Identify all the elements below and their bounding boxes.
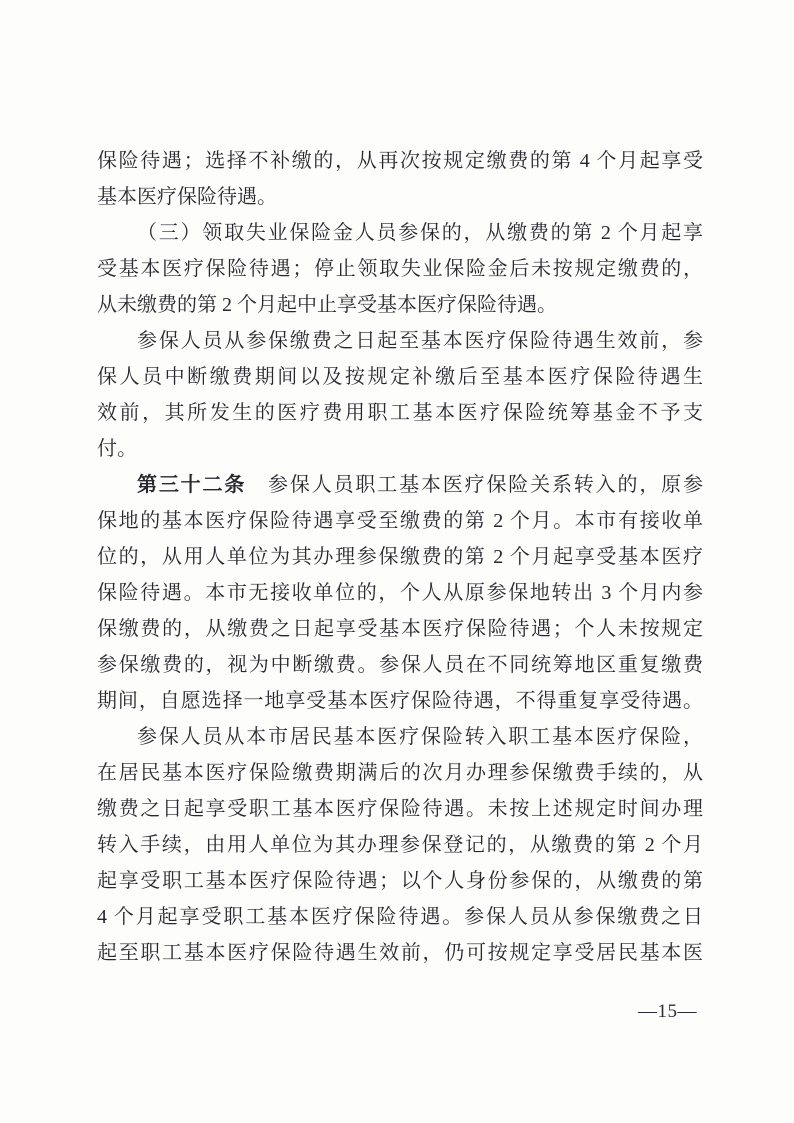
text-line: 转入手续，由用人单位为其办理参保登记的，从缴费的第 2 个月 [97, 834, 703, 856]
text-line: 参保缴费的，视为中断缴费。参保人员在不同统筹地区重复缴费 [97, 654, 703, 676]
text-line: 在居民基本医疗保险缴费期满后的次月办理参保缴费手续的，从 [97, 762, 703, 784]
text-line: 参保人员从本市居民基本医疗保险转入职工基本医疗保险， [137, 726, 703, 748]
text-line: 保险待遇。本市无接收单位的，个人从原参保地转出 3 个月内参 [97, 582, 703, 604]
text-line: 付。 [97, 438, 137, 460]
text-line: 保人员中断缴费期间以及按规定补缴后至基本医疗保险待遇生 [97, 366, 703, 388]
paragraph-article-32 [97, 467, 703, 719]
text-line: 起至职工基本医疗保险待遇生效前，仍可按规定享受居民基本医 [97, 942, 703, 964]
text-line: 基本医疗保险待遇。 [97, 186, 277, 208]
text-line: 期间，自愿选择一地享受基本医疗保险待遇，不得重复享受待遇。 [97, 690, 703, 712]
text-line [97, 467, 703, 503]
text-line: 保险待遇；选择不补缴的，从再次按规定缴费的第 4 个月起享受 [97, 150, 703, 172]
text-line: 缴费之日起享受职工基本医疗保险待遇。未按上述规定时间办理 [97, 798, 703, 820]
text-line: 效前，其所发生的医疗费用职工基本医疗保险统筹基金不予支 [97, 402, 703, 424]
paragraph-item-three [97, 215, 703, 323]
text-line: 从未缴费的第 2 个月起中止享受基本医疗保险待遇。 [97, 294, 557, 316]
text-line: 位的，从用人单位为其办理参保缴费的第 2 个月起享受基本医疗 [97, 546, 703, 568]
paragraph-continued-from-previous-page [97, 143, 703, 215]
page-number: —15— [638, 1001, 697, 1022]
text-line: 参保人员从参保缴费之日起至基本医疗保险待遇生效前，参 [137, 330, 703, 352]
article-number-bold: 第三十二条 [137, 474, 247, 496]
paragraph-before-benefit-effective [97, 323, 703, 467]
text-line: （三）领取失业保险金人员参保的，从缴费的第 2 个月起享 [137, 222, 703, 244]
text-line: 保缴费的，从缴费之日起享受基本医疗保险待遇；个人未按规定 [97, 618, 703, 640]
text-line: 4 个月起享受职工基本医疗保险待遇。参保人员从参保缴费之日 [97, 906, 703, 928]
paragraph-resident-to-employee-transfer [97, 719, 703, 971]
text-segment: 参保人员职工基本医疗保险关系转入的，原参 [246, 474, 703, 496]
text-line: 受基本医疗保险待遇；停止领取失业保险金后未按规定缴费的， [97, 258, 703, 280]
document-body [97, 143, 703, 971]
text-line: 保地的基本医疗保险待遇享受至缴费的第 2 个月。本市有接收单 [97, 510, 703, 532]
text-line: 起享受职工基本医疗保险待遇；以个人身份参保的，从缴费的第 [97, 870, 703, 892]
